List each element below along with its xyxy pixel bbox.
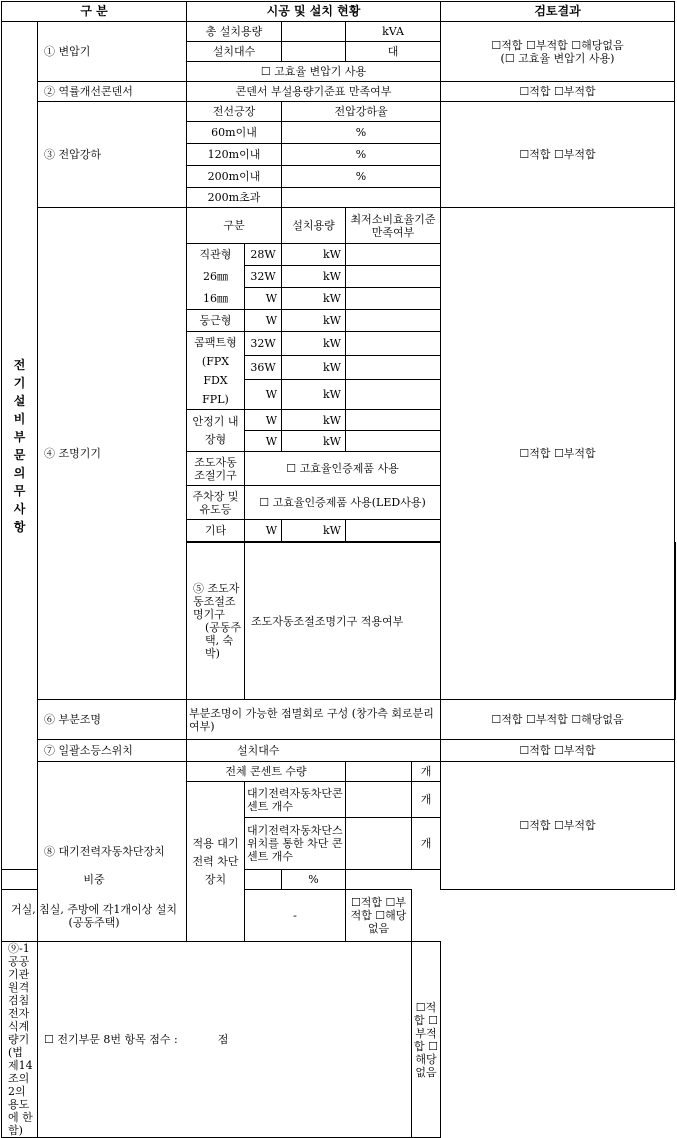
voltage-row-length: 120m이내 — [187, 144, 282, 166]
lighting-h-gubun: 구분 — [187, 208, 282, 244]
header-status: 시공 및 설치 현황 — [187, 2, 441, 22]
standby-ratio-label: 비중 — [2, 870, 187, 890]
dimming-fixture-result[interactable] — [675, 543, 676, 700]
capacitor-content: 콘덴서 부설용량기준표 만족여부 — [187, 82, 441, 102]
lighting-min-check[interactable] — [346, 310, 441, 332]
voltage-row-length: 200m이내 — [187, 166, 282, 188]
dimming-fixture-title: ⑤ 조도자동조절조명기구 (공동주택, 숙박) — [187, 543, 245, 700]
transformer-cap-unit: kVA — [346, 22, 441, 42]
voltage-drop-title: ③ 전압강하 — [38, 102, 187, 208]
master-switch-result[interactable]: ☐적합 ☐부적합 — [441, 740, 675, 762]
lighting-dim-check[interactable]: ☐ 고효율인증제품 사용 — [245, 452, 441, 486]
voltage-row-length: 60m이내 — [187, 122, 282, 144]
lighting-watt: W — [245, 520, 282, 542]
header-gubun: 구 분 — [2, 2, 187, 22]
voltage-drop-result[interactable]: ☐적합 ☐부적합 — [441, 102, 675, 208]
lighting-kw[interactable]: kW — [282, 310, 346, 332]
partial-lighting-title: ⑥ 부분조명 — [38, 700, 187, 740]
transformer-title: ① 변압기 — [38, 22, 187, 82]
lighting-min-check[interactable] — [346, 520, 441, 542]
partial-lighting-result[interactable]: ☐적합 ☐부적합 ☐해당없음 — [441, 700, 675, 740]
lighting-kw[interactable]: kW — [282, 380, 346, 410]
lighting-etc-label: 기타 — [187, 520, 245, 542]
standby-ratio-unit: % — [282, 870, 346, 890]
checklist-table — [1, 1, 676, 1138]
lighting-watt: W — [245, 288, 282, 310]
lighting-min-check[interactable] — [346, 380, 441, 410]
lighting-min-check[interactable] — [346, 266, 441, 288]
lighting-safety-label: 안정기 내장형 — [187, 410, 245, 452]
voltage-row-length: 200m초과 — [187, 188, 282, 208]
lighting-kw[interactable]: kW — [282, 266, 346, 288]
lighting-min-check[interactable] — [346, 288, 441, 310]
lighting-straight-label: 직관형 26㎜ 16㎜ — [187, 244, 245, 310]
voltage-row-value[interactable]: % — [282, 166, 441, 188]
lighting-min-check[interactable] — [346, 410, 441, 431]
header-result: 검토결과 — [441, 2, 675, 22]
lighting-kw[interactable]: kW — [282, 332, 346, 356]
meter-content[interactable]: ☐ 전기부문 8번 항목 점수 : 점 — [38, 942, 412, 1138]
meter-result[interactable]: ☐적합 ☐부적합 ☐해당없음 — [412, 942, 441, 1138]
standby-switch-unit: 개 — [412, 818, 441, 870]
standby-room-result[interactable]: ☐적합 ☐부적합 ☐해당없음 — [346, 890, 412, 942]
standby-apply-label: 적용 대기전력 차단장치 — [187, 782, 245, 942]
lighting-kw[interactable]: kW — [282, 356, 346, 380]
voltage-row-value[interactable]: % — [282, 122, 441, 144]
transformer-cap-label: 총 설치용량 — [187, 22, 282, 42]
lighting-min-check[interactable] — [346, 356, 441, 380]
transformer-result[interactable]: ☐적합 ☐부적합 ☐해당없음 (☐ 고효율 변압기 사용) — [441, 22, 675, 82]
lighting-watt: 36W — [245, 356, 282, 380]
lighting-min-check[interactable] — [346, 244, 441, 266]
lighting-watt: 32W — [245, 266, 282, 288]
voltage-col-rate: 전압강하율 — [282, 102, 441, 122]
lighting-round-label: 둥근형 — [187, 310, 245, 332]
master-switch-title: ⑦ 일괄소등스위치 — [38, 740, 187, 762]
voltage-row-value[interactable]: % — [282, 144, 441, 166]
lighting-watt: 32W — [245, 332, 282, 356]
lighting-dim-label: 조도자동 조절기구 — [187, 452, 245, 486]
standby-room-label: 거실, 침실, 주방에 각1개이상 설치 (공동주택) — [2, 890, 187, 942]
lighting-parking-label: 주차장 및 유도등 — [187, 486, 245, 520]
lighting-compact-label: 콤팩트형 (FPX FDX FPL) — [187, 332, 245, 410]
lighting-parking-check[interactable]: ☐ 고효율인증제품 사용(LED사용) — [245, 486, 441, 520]
lighting-title: ④ 조명기기 — [38, 208, 187, 700]
lighting-watt: 28W — [245, 244, 282, 266]
lighting-watt: W — [245, 310, 282, 332]
side-label: 전 기 설 비 부 문 의 무 사 항 — [2, 22, 38, 870]
lighting-h-min: 최저소비효율기준 만족여부 — [346, 208, 441, 244]
lighting-kw[interactable]: kW — [282, 288, 346, 310]
meter-title: ⑨-1 공공기관 원격검침전자식계량기 (법 제14조의2의 용도에 한함) — [2, 942, 38, 1138]
standby-total-unit: 개 — [412, 762, 441, 782]
standby-title: ⑧ 대기전력자동차단장치 — [38, 762, 187, 942]
standby-result[interactable]: ☐적합 ☐부적합 — [441, 762, 675, 890]
standby-outlet-value[interactable] — [346, 782, 412, 818]
standby-outlet-unit: 개 — [412, 782, 441, 818]
lighting-watt: W — [245, 431, 282, 452]
standby-total-label: 전체 콘센트 수량 — [187, 762, 346, 782]
voltage-row-value[interactable] — [282, 188, 441, 208]
master-switch-content: 설치대수 — [187, 740, 441, 762]
partial-lighting-content: 부분조명이 가능한 점멸회로 구성 (창가측 회로분리 여부) — [187, 700, 441, 740]
standby-total-value[interactable] — [346, 762, 412, 782]
lighting-min-check[interactable] — [346, 332, 441, 356]
standby-switch-label: 대기전력자동차단스위치를 통한 차단 콘센트 개수 — [245, 818, 346, 870]
transformer-count-label: 설치대수 — [187, 42, 282, 62]
lighting-h-cap: 설치용량 — [282, 208, 346, 244]
lighting-watt: W — [245, 410, 282, 431]
standby-ratio-value[interactable] — [245, 870, 282, 890]
lighting-kw[interactable]: kW — [282, 410, 346, 431]
standby-outlet-label: 대기전력자동차단콘센트 개수 — [245, 782, 346, 818]
lighting-result[interactable]: ☐적합 ☐부적합 — [441, 208, 675, 700]
transformer-count-value[interactable] — [282, 42, 346, 62]
dimming-fixture-content: 조도자동조절조명기구 적용여부 — [245, 543, 675, 700]
capacitor-title: ② 역률개선콘덴서 — [38, 82, 187, 102]
lighting-watt: W — [245, 380, 282, 410]
standby-room-value[interactable]: - — [245, 890, 346, 942]
standby-switch-value[interactable] — [346, 818, 412, 870]
transformer-count-unit: 대 — [346, 42, 441, 62]
lighting-kw[interactable]: kW — [282, 520, 346, 542]
lighting-kw[interactable]: kW — [282, 244, 346, 266]
lighting-min-check[interactable] — [346, 431, 441, 452]
capacitor-result[interactable]: ☐적합 ☐부적합 — [441, 82, 675, 102]
transformer-eff-check[interactable]: ☐ 고효율 변압기 사용 — [187, 62, 441, 82]
voltage-col-length: 전선긍장 — [187, 102, 282, 122]
transformer-cap-value[interactable] — [282, 22, 346, 42]
lighting-kw[interactable]: kW — [282, 431, 346, 452]
